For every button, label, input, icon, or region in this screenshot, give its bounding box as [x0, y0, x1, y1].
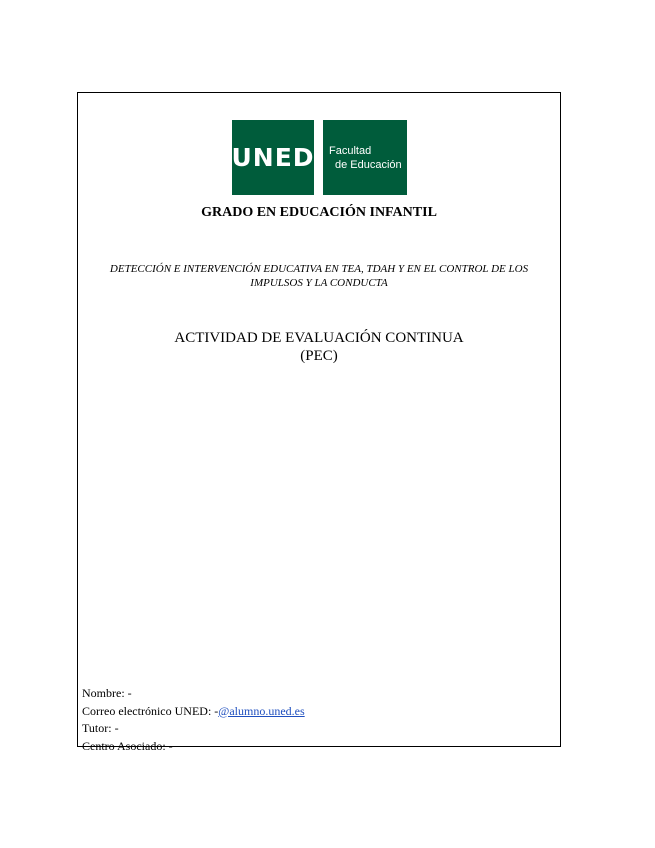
- activity-title: [78, 329, 560, 365]
- subject-title: [88, 262, 550, 290]
- faculty-logo-block: [323, 120, 407, 195]
- subject-title-line1: DETECCIÓN E INTERVENCIÓN EDUCATIVA EN TEA, TDAH Y EN EL CONTROL DE LOS: [109, 263, 529, 275]
- uned-faculty-logo: [232, 120, 407, 195]
- student-email-line: [82, 703, 305, 721]
- subject-title-line2: IMPULSOS Y LA CONDUCTA: [250, 277, 388, 289]
- faculty-name-line1: Facultad: [329, 144, 372, 157]
- student-details: [82, 685, 305, 755]
- email-label: Correo electrónico UNED: -: [82, 703, 219, 718]
- tutor-line: Tutor: -: [82, 721, 119, 735]
- activity-title-line1: ACTIVIDAD DE EVALUACIÓN CONTINUA: [174, 330, 464, 346]
- email-link[interactable]: @alumno.uned.es: [218, 703, 305, 718]
- uned-logo-mark: [232, 120, 314, 195]
- cover-page-frame: [77, 92, 561, 753]
- faculty-name-line2: de Educación: [335, 158, 402, 171]
- uned-wordmark: UNED: [231, 143, 315, 172]
- student-name-line: Nombre: -: [82, 686, 132, 700]
- degree-title: GRADO EN EDUCACIÓN INFANTIL: [201, 205, 437, 220]
- associated-center-line: Centro Asociado: -: [82, 738, 173, 753]
- activity-title-line2: (PEC): [300, 348, 338, 364]
